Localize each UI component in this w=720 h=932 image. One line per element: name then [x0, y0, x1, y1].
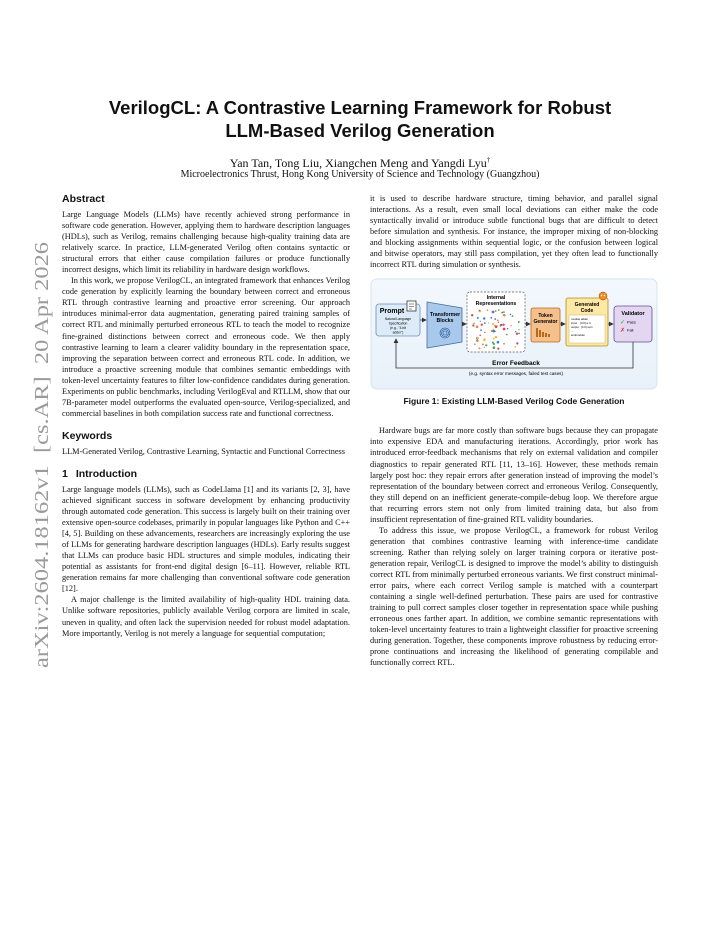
embedding-dot	[516, 333, 518, 335]
embedding-dot	[473, 323, 475, 325]
embedding-dot	[503, 328, 506, 331]
figure-1	[370, 278, 658, 390]
embedding-dot	[495, 326, 498, 329]
transformer-box	[427, 302, 462, 348]
embedding-dot	[477, 317, 479, 319]
embedding-dot	[483, 339, 486, 342]
keywords-heading: Keywords	[62, 429, 113, 442]
embedding-dot	[506, 334, 508, 336]
pass-label: Pass	[627, 319, 636, 325]
author-list	[60, 153, 660, 170]
embedding-dot	[484, 323, 486, 325]
embedding-dot	[512, 316, 514, 318]
embedding-dot	[507, 328, 509, 330]
intro-paragraph-4: To address this issue, we propose VerilogCL, a framework for robust Verilog generation that combines contrastive learning with inference-time candidate screening. Rather than relying solely on larger training corpora or iterative post-generation repair, VerilogCL is designed to improve the model’s ability to distinguish correct RTL from minimally perturbed erroneous variants. We first construct minimal-error pairs, where each correct Verilog sample is matched with a counterpart containing a single well-defined perturbation. These pairs are used for contrastive training to pull correct samples closer together in representation space while pushing erroneous ones farther apart. In addition, we combine semantic representations with token-level uncertainty features to train a lightweight classifier for proactive screening during generation. Together, these components improve robustness by reducing error-prone continuations and increasing the likelihood of generating compilable and functionally correct RTL.	[370, 525, 658, 668]
embedding-dot	[518, 321, 520, 323]
embedding-dot	[492, 311, 495, 314]
embedding-dot	[501, 312, 503, 314]
token-label-1: Token	[538, 313, 553, 320]
embedding-dot	[481, 324, 483, 326]
embedding-dot	[488, 323, 489, 324]
embedding-dot	[490, 317, 492, 319]
generated-code-box	[566, 292, 608, 346]
embedding-dot	[471, 314, 473, 316]
section-number: 1	[62, 467, 68, 480]
embedding-dot	[516, 343, 518, 345]
figure-caption: Figure 1: Existing LLM-Based Verilog Code Generation	[403, 396, 625, 407]
prompt-sub-1: Natural Language	[384, 317, 412, 322]
embedding-dot	[500, 326, 501, 327]
embedding-dot	[518, 329, 519, 330]
intro-paragraph-3: Hardware bugs are far more costly than software bugs because they can propagate into expensive EDA and manufacturing iterations. Accordingly, prior work has introduced error-feedback mechanisms that rely on external validation and compiler diagnostics to repair generated RTL [11, 13–16]. However, these methods remain largely post hoc: they repair errors after generation instead of improving the model’s representation of the boundary between correct and erroneous Verilog. Consequently, they still depend on an inefficient generate-compile-debug loop. We therefore argue that recurring errors stem not only from limited training data, but also from insufficient representation of fine-grained RTL validity boundaries.	[370, 426, 658, 524]
embedding-dot	[498, 322, 499, 323]
embedding-dot	[510, 325, 511, 326]
embedding-dot	[492, 330, 495, 333]
internal-representations-box	[467, 292, 525, 352]
intro-paragraph-2-continued: it is used to describe hardware structure, timing behavior, and parallel signal interactions. As a result, even small local deviations can either make the code syntactically invalid or introduce subtle functional bugs that are difficult to detect before simulation and synthesis. For instance, the improper mixing of non-blocking and blocking assignments within sequential logic, or the confusion between logical and bitwise operators, may still pass compilation, yet they often lead to functionally incorrect RTL during simulation or synthesis.	[370, 194, 658, 270]
embedding-dot	[493, 338, 495, 340]
title-line-2: LLM-Based Verilog Generation	[225, 120, 495, 141]
embedding-dot	[483, 318, 485, 320]
prompt-sub-2: Specification	[388, 321, 408, 326]
embedding-dot	[487, 310, 488, 311]
notepad-icon	[407, 301, 416, 311]
transformer-shape	[427, 302, 462, 348]
prompt-sub-3: (e.g., "4-bit	[389, 326, 407, 331]
right-column	[370, 193, 658, 668]
token-label-2: Generator	[533, 319, 558, 326]
embedding-dot	[497, 348, 499, 350]
check-icon: ✓	[620, 320, 626, 327]
intro-paragraph-1: Large language models (LLMs), such as CodeLlama [1] and its variants [2, 3], have achieved significant success in software development by enhancing productivity through automated code generation. This success is largely built on their training over extensive open-source codebases, primarily in popular languages like Python and C++ [4, 5]. Building on these advancements, researchers are increasingly exploring the use of LLMs for generating hardware description languages (HDLs). Early results suggest that LLMs can produce basic HDL structures and simple modules, indicating their potential as assistants for front-end digital design [6–11]. However, reliable RTL generation remains far more challenging than conventional software code generation [12].	[62, 484, 350, 594]
embedding-dot	[477, 337, 479, 339]
transformer-label-1: Transformer	[429, 312, 461, 319]
embedding-dot	[493, 329, 494, 330]
feedback-sub: (e.g. syntax error messages, failed test cases)	[469, 371, 563, 377]
fail-label: Fail	[627, 327, 634, 333]
authors-text: Yan Tan, Tong Liu, Xiangchen Meng and Yangdi Lyu	[229, 156, 487, 170]
embedding-dot	[479, 310, 480, 311]
arxiv-id: arXiv:2604.18162v1 [cs.AR] 20 Apr 2026	[31, 319, 53, 668]
embedding-dot	[503, 311, 505, 313]
abstract-paragraph-1: Large Language Models (LLMs) have recently achieved strong performance in software code generation. However, applying them to hardware description languages (HDLs), such as Verilog, remains challenging because high-quality training data are relatively scarce. In practice, LLM-generated Verilog often contains syntactic or structural errors that either cause compilation failures or produce functionally incorrect designs, which limit its reliability in hardware design workflows.	[62, 210, 350, 275]
embedding-dot	[497, 320, 499, 322]
code-line-5: endmodule	[571, 333, 585, 338]
transformer-label-2: Blocks	[436, 318, 454, 325]
embedding-dot	[503, 314, 505, 316]
generated-label-1: Generated	[574, 302, 600, 309]
embedding-dot	[474, 344, 475, 345]
code-line-1: module adder	[571, 317, 589, 322]
embedding-dot	[497, 341, 500, 344]
internal-label-2: Representations	[475, 301, 517, 308]
validator-label: Validator	[621, 311, 645, 318]
author-footnote-mark: †	[486, 156, 491, 164]
generated-label-2: Code	[580, 308, 594, 315]
introduction-heading	[62, 468, 350, 481]
embedding-dot	[502, 324, 504, 326]
prompt-sub-4: adder")	[392, 330, 404, 335]
embedding-dot	[482, 344, 484, 346]
robot-icon	[599, 292, 607, 300]
embedding-dot	[480, 330, 482, 332]
token-generator-box	[531, 308, 560, 342]
embedding-dot	[476, 340, 479, 343]
embedding-dot	[493, 347, 496, 350]
embedding-dot	[479, 335, 481, 337]
affiliation: Microelectronics Thrust, Hong Kong University of Science and Technology (Guangzhou)	[180, 169, 540, 180]
embedding-dot	[492, 323, 494, 325]
code-line-2: input [3:0] a, b	[571, 321, 592, 326]
embedding-dot	[510, 314, 511, 315]
embedding-dot	[479, 348, 481, 350]
embedding-dot	[495, 336, 497, 338]
title-line-1: VerilogCL: A Contrastive Learning Framework for Robust	[108, 97, 612, 118]
embedding-dot	[515, 331, 516, 332]
abstract-paragraph-2: In this work, we propose VerilogCL, an integrated framework that enhances Verilog code generation by explicitly learning the boundary between correct and erroneous RTL through contrastive learning and proactive error screening. Our approach introduces minimal-error data augmentation, generating paired training samples of correct RTL and minimally perturbed erroneous RTL to teach the model to recognize fine-grained distinctions between correct and erroneous code. We then apply contrastive learning to learn a clearer validity boundary in the representation space, improving the separation between correct and erroneous RTL code. In addition, we introduce a proactive screening module that combines semantic embeddings with token-level uncertainty features to filter low-confidence candidates during generation. Experiments on public benchmarks, including VerilogEval and RTLLM, show that our 7B-parameter model outperforms the evaluated open-source, Verilog-specialized, and commercial baselines in both compilation success rate and functional correctness.	[62, 276, 350, 418]
internal-label-1: Internal	[486, 295, 506, 302]
embedding-dot	[476, 326, 479, 329]
keywords-text: LLM-Generated Verilog, Contrastive Learning, Syntactic and Functional Correctness	[62, 446, 346, 456]
embedding-dot	[503, 343, 505, 345]
intro-paragraph-2: A major challenge is the limited availability of high-quality HDL training data. Unlike software repositories, publicly available Verilog corpora are limited in scale, uneven in quality, and often lack the supervision needed for robust model adaptation. More importantly, Verilog is not merely a language for sequential computation;	[62, 595, 350, 638]
left-column	[62, 193, 350, 639]
embedding-dot	[484, 347, 485, 348]
embedding-dot	[514, 346, 516, 348]
embedding-dot	[495, 311, 497, 313]
embedding-dot	[480, 321, 481, 322]
embedding-dot	[518, 333, 520, 335]
abstract-heading: Abstract	[62, 193, 105, 205]
prompt-box	[376, 301, 420, 336]
prompt-label: Prompt	[379, 308, 405, 316]
code-line-3: output [4:0] sum	[571, 325, 593, 330]
embedding-dot	[494, 318, 496, 320]
feedback-label: Error Feedback	[492, 360, 540, 368]
section-title: Introduction	[75, 467, 138, 480]
validator-box	[614, 306, 652, 342]
embedding-dot	[485, 345, 487, 347]
cross-icon: ✗	[620, 328, 626, 335]
embedding-dot	[484, 332, 485, 333]
code-line-4: ...	[571, 329, 574, 334]
embedding-dot	[493, 343, 495, 345]
embedding-dot	[498, 309, 500, 311]
arxiv-stamp	[12, 240, 64, 670]
paper-title	[60, 96, 660, 142]
